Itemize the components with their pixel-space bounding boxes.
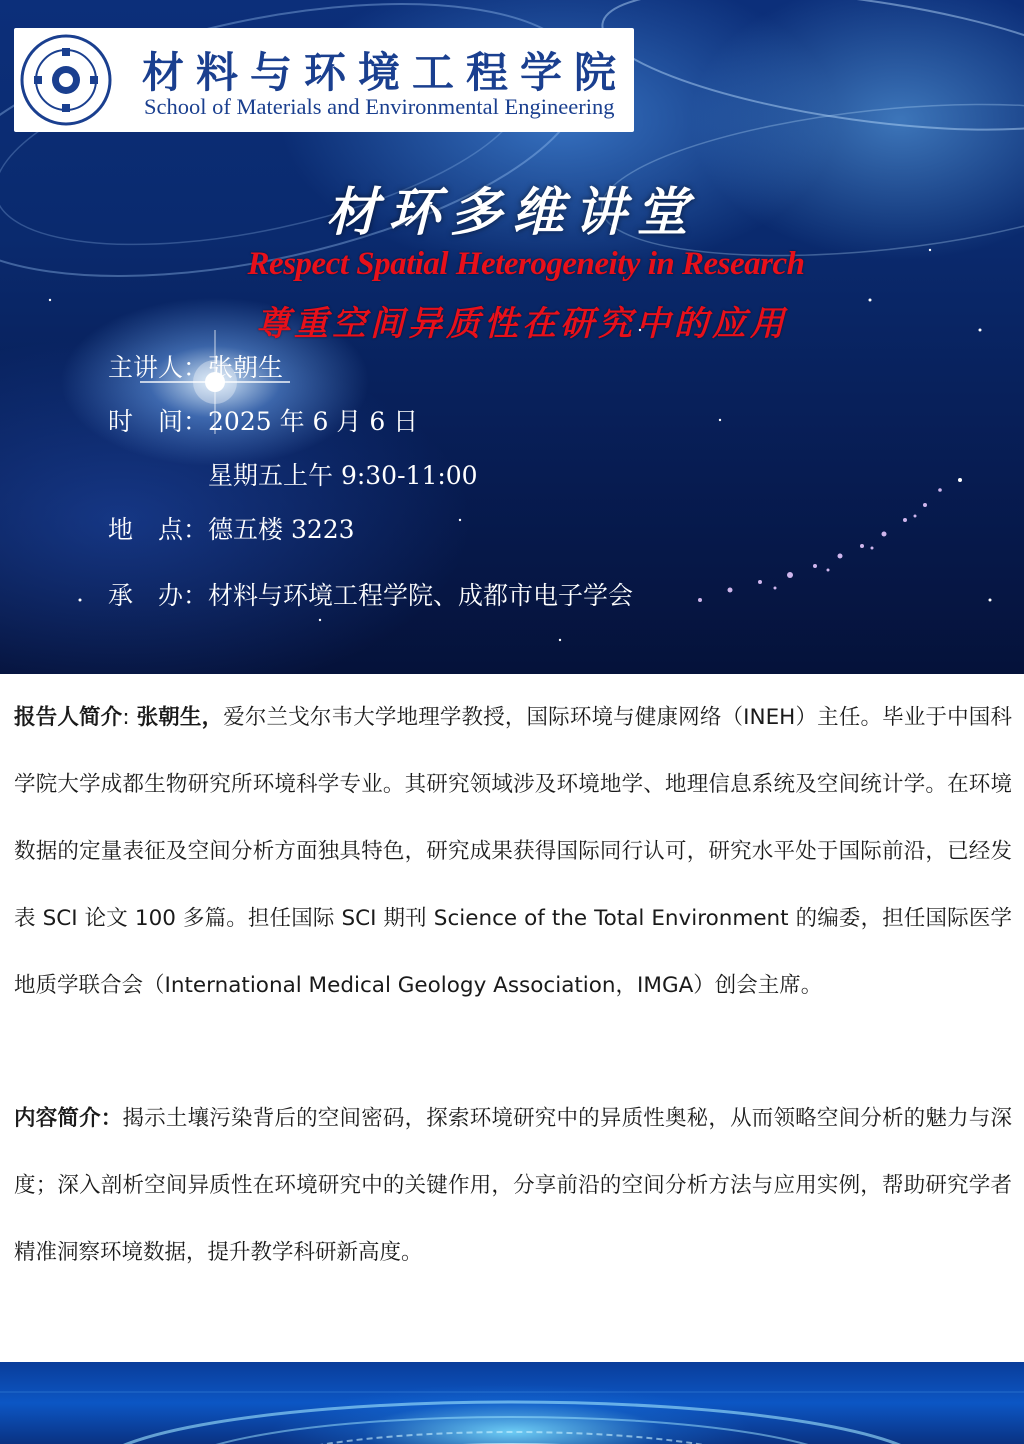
host-row — [108, 576, 633, 612]
footer-decoration — [0, 1362, 1024, 1444]
lecture-series-title: 材环多维讲堂 — [325, 182, 698, 243]
speaker-row — [108, 348, 283, 384]
school-name-en: School of Materials and Environmental Engineering — [144, 94, 615, 119]
school-emblem-icon — [20, 34, 112, 126]
bio-speaker-name: 张朝生， — [136, 705, 224, 730]
bio-separator: : — [122, 705, 130, 730]
talk-title-cn: 尊重空间异质性在研究中的应用 — [256, 304, 788, 344]
talk-abstract — [14, 1085, 1012, 1286]
event-date: 2025 年 6 月 6 日 — [208, 407, 419, 436]
time-label: 时 间： — [108, 407, 209, 436]
speaker-name: 张朝生 — [208, 353, 284, 382]
location-row — [108, 510, 355, 546]
time-detail-row — [208, 456, 478, 492]
talk-title-en: Respect Spatial Heterogeneity in Research — [247, 246, 805, 282]
location-label: 地 点： — [108, 515, 209, 544]
abstract-label: 内容简介： — [14, 1106, 123, 1131]
abstract-text: 揭示土壤污染背后的空间密码，探索环境研究中的异质性奥秘，从而领略空间分析的魅力与深度；深入剖析空间异质性在环境研究中的关键作用，分享前沿的空间分析方法与应用实例，帮助研究学者精准洞察环境数据，提升教学科研新高度。 — [14, 1106, 1012, 1265]
event-host: 材料与环境工程学院、成都市电子学会 — [208, 581, 634, 610]
speaker-bio — [14, 684, 1012, 1019]
speaker-label: 主讲人： — [108, 353, 209, 382]
school-logo — [14, 28, 634, 132]
time-row — [108, 402, 418, 438]
bio-text: 爱尔兰戈尔韦大学地理学教授，国际环境与健康网络（INEH）主任。毕业于中国科学院大学成都生物研究所环境科学专业。其研究领域涉及环境地学、地理信息系统及空间统计学。在环境数据的定量表征及空间分析方面独具特色，研究成果获得国际同行认可，研究水平处于国际前沿，已经发表 SCI 论文 100 多篇。担任国际 SCI 期刊 Science of the Total Environment 的编委，担任国际医学地质学联合会（International Medical Geology Association，IMGA）创会主席。 — [14, 705, 1012, 998]
event-location: 德五楼 3223 — [208, 515, 355, 544]
school-name-cn: 材料与环境工程学院 — [142, 48, 629, 97]
host-label: 承 办： — [108, 581, 209, 610]
header-banner — [0, 0, 1024, 674]
event-time: 星期五上午 9:30-11:00 — [208, 461, 478, 490]
footer-banner — [0, 1362, 1024, 1444]
bio-label: 报告人简介 — [14, 705, 123, 730]
